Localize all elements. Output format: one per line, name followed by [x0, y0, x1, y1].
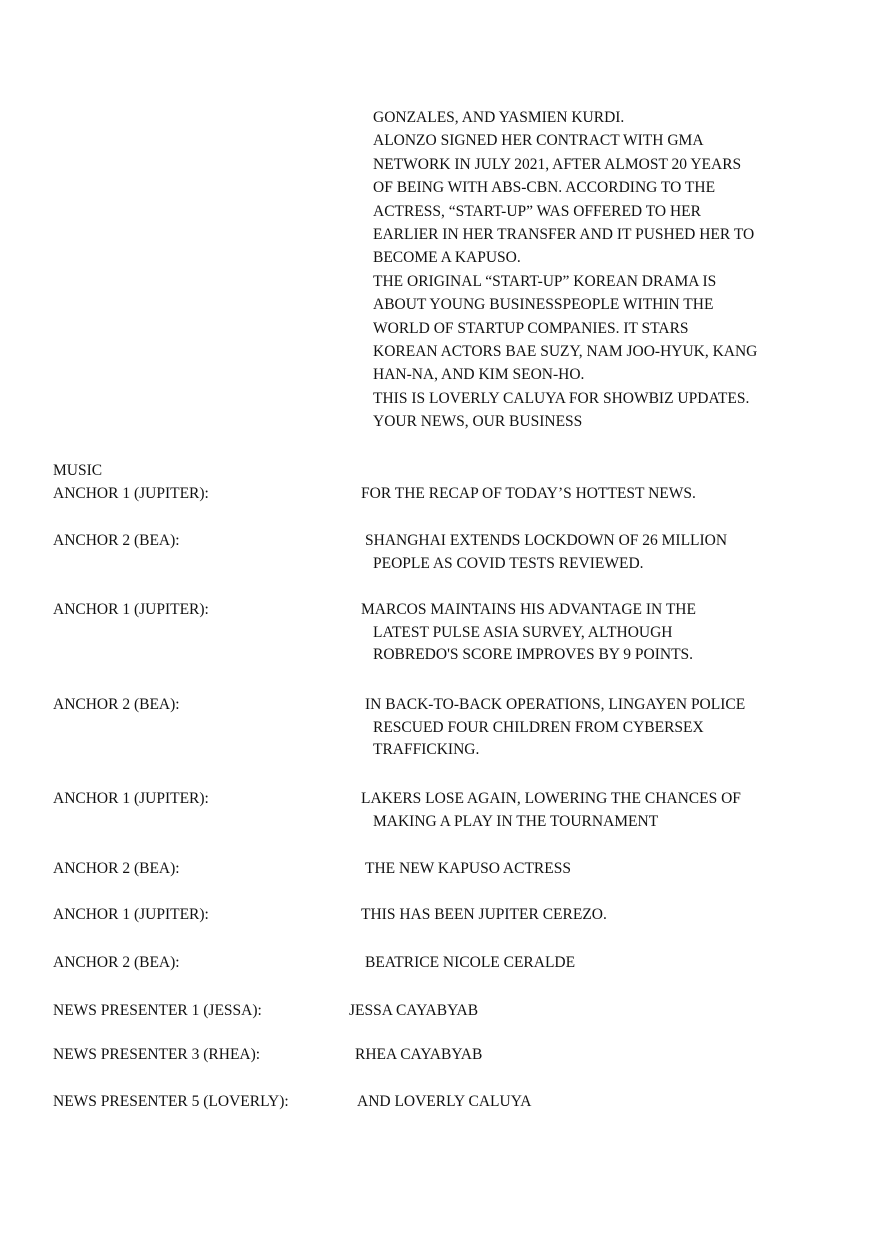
dialogue — [365, 694, 745, 762]
story-line: NETWORK IN JULY 2021, AFTER ALMOST 20 YEARS — [373, 155, 742, 173]
story-line: ALONZO SIGNED HER CONTRACT WITH GMA — [373, 132, 704, 150]
story-line: KOREAN ACTORS BAE SUZY, NAM JOO-HYUK, KANG — [373, 343, 758, 361]
speaker-label: ANCHOR 1 (JUPITER): — [53, 906, 209, 923]
dialogue-line: RESCUED FOUR CHILDREN FROM CYBERSEX — [373, 718, 704, 736]
dialogue-line: MAKING A PLAY IN THE TOURNAMENT — [373, 812, 659, 830]
dialogue — [361, 904, 607, 927]
dialogue-line: IN BACK-TO-BACK OPERATIONS, LINGAYEN POLICE — [365, 696, 746, 713]
dialogue — [361, 599, 696, 667]
dialogue — [355, 1044, 482, 1067]
dialogue-line: AND LOVERLY CALUYA — [357, 1093, 532, 1110]
music-cue: MUSIC — [53, 462, 103, 479]
dialogue — [361, 483, 696, 506]
speaker-label: ANCHOR 1 (JUPITER): — [53, 790, 209, 807]
dialogue-line: FOR THE RECAP OF TODAY’S HOTTEST NEWS. — [361, 485, 696, 502]
story-line: THE ORIGINAL “START-UP” KOREAN DRAMA IS — [373, 272, 717, 290]
continued-story-text — [373, 106, 843, 434]
dialogue — [361, 788, 741, 833]
story-line: ABOUT YOUNG BUSINESSPEOPLE WITHIN THE — [373, 296, 714, 314]
dialogue-line: PEOPLE AS COVID TESTS REVIEWED. — [373, 554, 644, 572]
dialogue-line: SHANGHAI EXTENDS LOCKDOWN OF 26 MILLION — [365, 532, 728, 549]
dialogue-line: TRAFFICKING. — [373, 741, 480, 758]
dialogue-line: ROBREDO'S SCORE IMPROVES BY 9 POINTS. — [373, 646, 694, 663]
speaker-label: ANCHOR 2 (BEA): — [53, 696, 180, 713]
story-line: EARLIER IN HER TRANSFER AND IT PUSHED HER TO — [373, 226, 755, 244]
speaker-label: NEWS PRESENTER 1 (JESSA): — [53, 1002, 262, 1019]
story-line: BECOME A KAPUSO. — [373, 249, 521, 267]
dialogue-line: LAKERS LOSE AGAIN, LOWERING THE CHANCES OF — [361, 790, 741, 807]
dialogue-line: BEATRICE NICOLE CERALDE — [365, 954, 576, 971]
story-line: ACTRESS, “START-UP” WAS OFFERED TO HER — [373, 202, 701, 220]
speaker-label: ANCHOR 2 (BEA): — [53, 532, 180, 549]
story-line: THIS IS LOVERLY CALUYA FOR SHOWBIZ UPDATES. — [373, 389, 750, 407]
speaker-label: ANCHOR 1 (JUPITER): — [53, 601, 209, 618]
dialogue — [357, 1091, 531, 1114]
story-line: YOUR NEWS, OUR BUSINESS — [373, 413, 583, 431]
story-line: HAN-NA, AND KIM SEON-HO. — [373, 366, 585, 384]
dialogue-line: MARCOS MAINTAINS HIS ADVANTAGE IN THE — [361, 601, 696, 618]
dialogue-line: JESSA CAYABYAB — [349, 1002, 479, 1019]
speaker-label: ANCHOR 2 (BEA): — [53, 860, 180, 877]
speaker-label: NEWS PRESENTER 3 (RHEA): — [53, 1046, 261, 1063]
dialogue-line: THE NEW KAPUSO ACTRESS — [365, 860, 571, 877]
story-line: WORLD OF STARTUP COMPANIES. IT STARS — [373, 319, 689, 337]
dialogue-line: LATEST PULSE ASIA SURVEY, ALTHOUGH — [373, 623, 673, 641]
dialogue — [349, 1000, 478, 1023]
dialogue — [365, 530, 727, 575]
dialogue — [365, 952, 575, 975]
speaker-label: ANCHOR 1 (JUPITER): — [53, 485, 209, 502]
speaker-label: NEWS PRESENTER 5 (LOVERLY): — [53, 1093, 289, 1110]
story-line: GONZALES, AND YASMIEN KURDI. — [373, 109, 625, 126]
story-line: OF BEING WITH ABS-CBN. ACCORDING TO THE — [373, 179, 716, 197]
speaker-label: ANCHOR 2 (BEA): — [53, 954, 180, 971]
dialogue-line: THIS HAS BEEN JUPITER CEREZO. — [361, 906, 607, 923]
dialogue — [365, 858, 571, 881]
dialogue-line: RHEA CAYABYAB — [355, 1046, 483, 1063]
